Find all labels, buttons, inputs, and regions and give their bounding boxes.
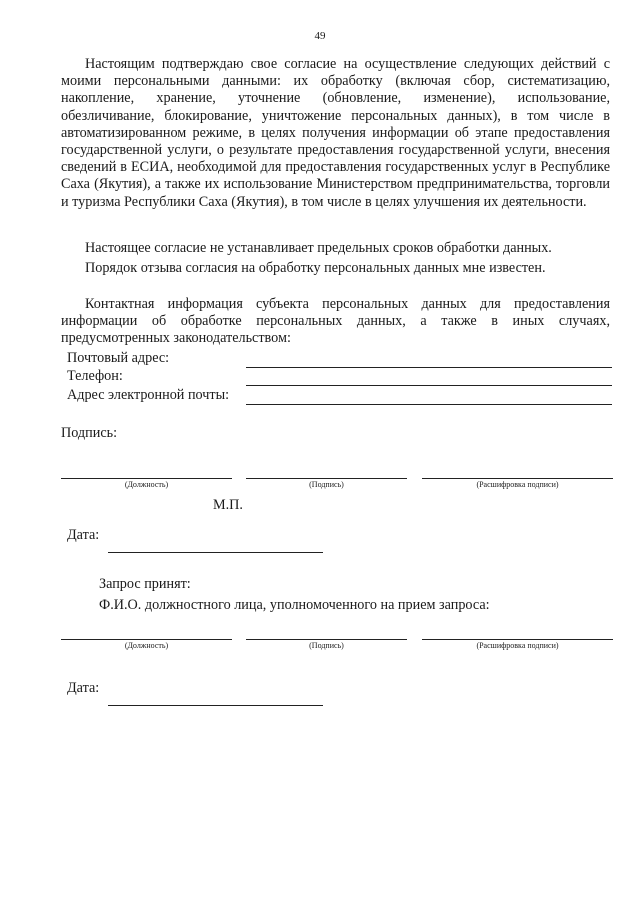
seal-label: М.П. bbox=[213, 497, 243, 513]
email-field[interactable] bbox=[246, 404, 612, 405]
request-date-label: Дата: bbox=[67, 680, 100, 696]
consent-revoke-paragraph: Порядок отзыва согласия на обработку персональных данных мне известен. bbox=[85, 260, 546, 276]
request-accepted-label: Запрос принят: bbox=[99, 576, 191, 592]
signature-label: Подпись: bbox=[61, 425, 118, 441]
page-number: 49 bbox=[314, 30, 326, 42]
request-date-field[interactable] bbox=[108, 705, 323, 706]
official-position-field[interactable] bbox=[61, 639, 232, 640]
official-decode-field[interactable] bbox=[422, 639, 613, 640]
signature-caption: (Подпись) bbox=[309, 480, 344, 489]
postal-address-field[interactable] bbox=[246, 367, 612, 368]
official-name-label: Ф.И.О. должностного лица, уполномоченного на прием запроса: bbox=[99, 597, 490, 613]
official-decode-caption: (Расшифровка подписи) bbox=[476, 641, 559, 650]
consent-term-paragraph: Настоящее согласие не устанавливает предельных сроков обработки данных. bbox=[85, 240, 552, 256]
official-position-caption: (Должность) bbox=[124, 641, 169, 650]
date-label: Дата: bbox=[67, 527, 100, 543]
signature-decode-caption: (Расшифровка подписи) bbox=[476, 480, 559, 489]
contact-intro-paragraph: Контактная информация субъекта персональных данных для предоставления информации об обработке персональных данных, а также в иных случаях, предусмотренных законодательством: bbox=[61, 296, 610, 347]
phone-label: Телефон: bbox=[67, 368, 123, 384]
position-field[interactable] bbox=[61, 478, 232, 479]
signature-field[interactable] bbox=[246, 478, 407, 479]
position-caption: (Должность) bbox=[124, 480, 169, 489]
consent-paragraph: Настоящим подтверждаю свое согласие на осуществление следующих действий с моими персональными данными: их обработку (включая сбор, систематизацию, накопление, хранение, уточнение (обновление, изменение), использование, обезличивание, блокирование, уничтожение персональных данных), в том числе в автоматизированном режиме, в целях получения информации об этапе предоставления государственной услуги, о результате предоставления государственной услуги, внесения сведений в ЕСИА, необходимой для предоставления государственных услуг в Республике Саха (Якутия), а также их использование Министерством предпринимательства, торговли и туризма Республики Саха (Якутия), в том числе в целях улучшения их деятельности. bbox=[61, 56, 610, 210]
official-signature-caption: (Подпись) bbox=[309, 641, 344, 650]
phone-field[interactable] bbox=[246, 385, 612, 386]
signature-decode-field[interactable] bbox=[422, 478, 613, 479]
email-label: Адрес электронной почты: bbox=[67, 387, 230, 403]
postal-address-label: Почтовый адрес: bbox=[67, 350, 170, 366]
date-field[interactable] bbox=[108, 552, 323, 553]
official-signature-field[interactable] bbox=[246, 639, 407, 640]
